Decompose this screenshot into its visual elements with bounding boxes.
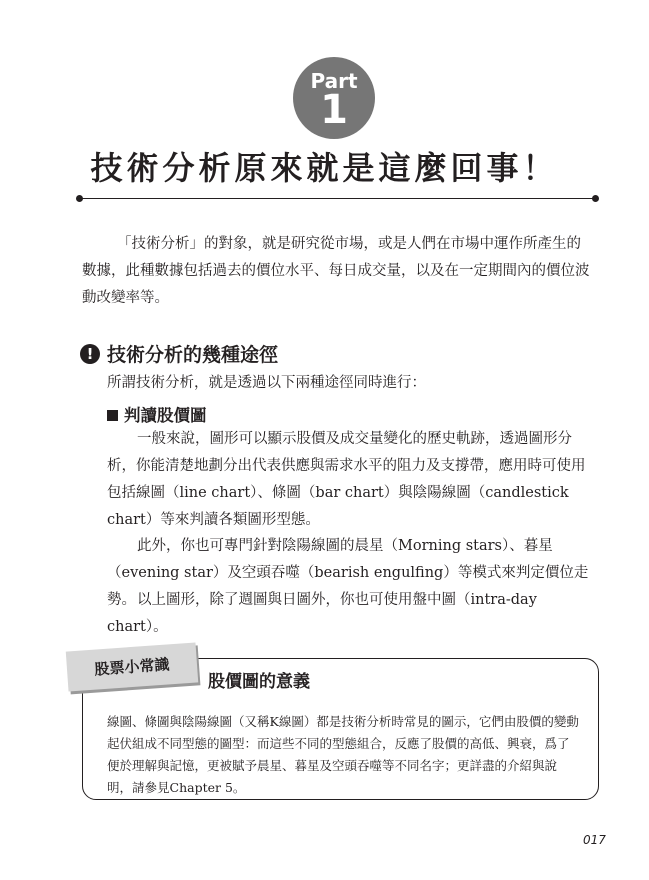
title-rule bbox=[80, 198, 596, 199]
body-paragraph: 此外，你也可專門針對陰陽線圖的晨星（Morning stars）、暮星（evening star）及空頭吞噬（bearish engulfing）等模式來判定價位走勢。 bbox=[107, 538, 589, 608]
tip-box-title: 股價圖的意義 bbox=[208, 672, 310, 692]
section-intro: 所謂技術分析，就是透過以下兩種途徑同時進行： bbox=[107, 375, 426, 391]
square-bullet-icon bbox=[107, 410, 118, 421]
rule-right-dot bbox=[592, 195, 599, 202]
intro-paragraph: 「技術分析」的對象，就是研究從市場，或是人們在市場中運作所產生的數據，此種數據包括過去的價位水平、每日成交量，以及在一定期間內的價位波動改變率等。 bbox=[82, 236, 590, 306]
subheading bbox=[107, 402, 207, 426]
rule-left-dot bbox=[76, 195, 83, 202]
part-label: Part bbox=[310, 69, 358, 93]
page-title: 技術分析原來就是這麼回事！ bbox=[90, 149, 559, 187]
tip-box-tab: 股票小常識 bbox=[66, 643, 198, 692]
tip-box-text: 線圖、條圖與陰陽線圖（又稱K線圖）都是技術分析時常見的圖示，它們由股價的變動起伏組成不同型態的圖型：而這些不同的型態組合，反應了股價的高低、興衰，爲了便於理解與記憶，更被賦予晨星、暮星及空頭吞噬等不同名字；更詳盡的介紹與說明，請參見Chapter 5。 bbox=[107, 714, 579, 795]
exclamation-icon: ! bbox=[80, 344, 100, 364]
part-badge bbox=[293, 57, 375, 139]
body-paragraph: 一般來說，圖形可以顯示股價及成交量變化的歷史軌跡，透過圖形分析，你能清楚地劃分出代表供應與需求水平的阻力及支撐帶，應用時可使用包括線圖（line chart）、條圖（bar chart）與陰陽線圖（candlestick chart）等來判讀各類圖形型態。 bbox=[107, 431, 586, 528]
section-heading: 技術分析的幾種途徑 bbox=[107, 344, 279, 366]
body-paragraph: 以上圖形，除了週圖與日圖外，你也可使用盤中圖（intra-day chart）。 bbox=[107, 592, 537, 635]
page-number: 017 bbox=[583, 833, 606, 847]
subheading-text: 判讀股價圖 bbox=[124, 406, 207, 425]
part-number: 1 bbox=[320, 87, 348, 133]
